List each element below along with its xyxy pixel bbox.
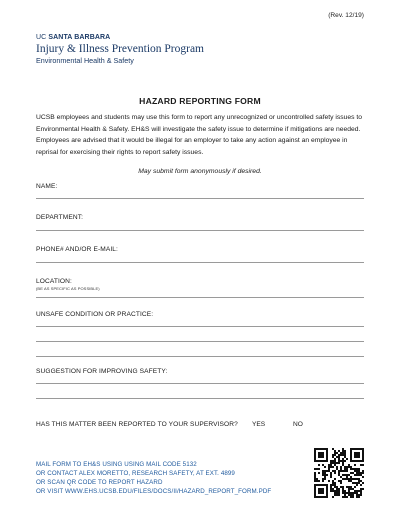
revision-label: (Rev. 12/19)	[328, 12, 364, 19]
document-header	[36, 34, 204, 65]
department-name: Environmental Health & Safety	[36, 56, 134, 65]
unsafe-condition-line-2[interactable]	[36, 341, 364, 342]
name-field-line[interactable]	[36, 198, 364, 199]
uc-label: UC	[36, 34, 49, 41]
unsafe-condition-line-3[interactable]	[36, 356, 364, 357]
qr-code-icon[interactable]	[314, 448, 364, 498]
unsafe-condition-label: UNSAFE CONDITION OR PRACTICE:	[36, 311, 154, 318]
location-hint: (BE AS SPECIFIC AS POSSIBLE)	[36, 286, 100, 291]
name-label: NAME:	[36, 183, 58, 190]
submission-instructions	[36, 460, 271, 496]
form-title: HAZARD REPORTING FORM	[139, 96, 261, 106]
university-logo-text	[36, 34, 204, 42]
intro-paragraph: UCSB employees and students may use this form to report any unrecognized or uncontrolled safety issues to Environmental Health & Safety. EH&S will investigate the safety issue to determine if mitigations are needed. Employees are advised that it would be illegal for an employer to take any action against an employee in reprisal for exercising their rights to report safety issues.	[36, 114, 363, 157]
unsafe-condition-line-1[interactable]	[36, 326, 364, 327]
campus-label: SANTA BARBARA	[48, 34, 111, 41]
anonymous-note: May submit form anonymously if desired.	[138, 168, 262, 175]
supervisor-question: HAS THIS MATTER BEEN REPORTED TO YOUR SUPERVISOR?	[36, 421, 238, 428]
suggestion-line-2[interactable]	[36, 398, 364, 399]
suggestion-line-1[interactable]	[36, 383, 364, 384]
department-field-line[interactable]	[36, 230, 364, 231]
phone-email-field-line[interactable]	[36, 262, 364, 263]
phone-email-label: PHONE# AND/OR E-MAIL:	[36, 246, 118, 253]
suggestion-label: SUGGESTION FOR IMPROVING SAFETY:	[36, 368, 168, 375]
department-label: DEPARTMENT:	[36, 214, 84, 221]
footer-line-contact: OR CONTACT ALEX MORETTO, RESEARCH SAFETY, AT EXT. 4899	[36, 470, 235, 477]
location-field-line[interactable]	[36, 297, 364, 298]
location-label: LOCATION:	[36, 278, 72, 285]
footer-line-qr: OR SCAN QR CODE TO REPORT HAZARD	[36, 479, 163, 486]
supervisor-no-option[interactable]: NO	[293, 421, 303, 428]
footer-line-url[interactable]: OR VISIT WWW.EHS.UCSB.EDU/FILES/DOCS/II/HAZARD_REPORT_FORM.PDF	[36, 488, 272, 495]
supervisor-yes-option[interactable]: YES	[252, 421, 266, 428]
footer-line-mail: MAIL FORM TO EH&S USING USING MAIL CODE 5132	[36, 461, 197, 468]
program-name: Injury & Illness Prevention Program	[36, 43, 205, 55]
